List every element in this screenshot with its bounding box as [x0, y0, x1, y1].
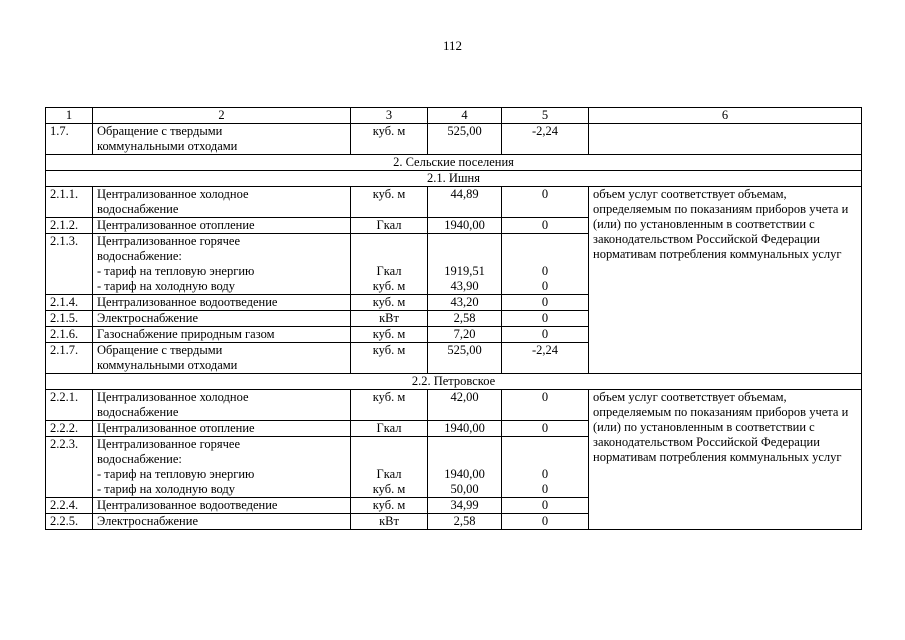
change-value-line — [506, 437, 584, 452]
unit-line — [355, 249, 423, 264]
volume-line: 43,20 — [450, 295, 479, 309]
service-name-line: водоснабжение: — [97, 452, 182, 466]
service-name — [93, 343, 351, 374]
change-value-line: 0 — [541, 279, 549, 293]
unit — [351, 124, 428, 155]
row-number: 2.2.3. — [46, 437, 93, 498]
service-name — [93, 514, 351, 530]
column-header: 4 — [428, 108, 502, 124]
unit-line: Гкал — [376, 218, 402, 232]
unit-line: куб. м — [372, 295, 406, 309]
change-value — [502, 295, 589, 311]
volume-line: 1940,00 — [444, 421, 485, 435]
service-name-line: Централизованное отопление — [97, 421, 255, 435]
service-name-line: Централизованное отопление — [97, 218, 255, 232]
change-value — [502, 343, 589, 374]
volume-line: 42,00 — [450, 390, 479, 404]
change-value-line: 0 — [541, 311, 549, 325]
row-number: 2.1.1. — [46, 187, 93, 218]
volume-line — [432, 452, 497, 467]
service-name-line: Централизованное холодное — [97, 390, 249, 404]
column-header: 5 — [502, 108, 589, 124]
change-value — [502, 514, 589, 530]
section-title: 2.2. Петровское — [46, 374, 862, 390]
unit — [351, 498, 428, 514]
column-header: 1 — [46, 108, 93, 124]
service-name — [93, 390, 351, 421]
service-name-line: Обращение с твердыми — [97, 124, 223, 138]
volume-line: 1919,51 — [444, 264, 485, 278]
volume — [428, 295, 502, 311]
row-number: 2.1.6. — [46, 327, 93, 343]
volume-line: 525,00 — [447, 343, 482, 357]
change-value-line: 0 — [541, 421, 549, 435]
unit — [351, 311, 428, 327]
service-name-line: Централизованное водоотведение — [97, 295, 278, 309]
row-number: 2.1.4. — [46, 295, 93, 311]
section-row — [46, 171, 862, 187]
unit — [351, 421, 428, 437]
page-number: 112 — [442, 38, 463, 53]
change-value — [502, 421, 589, 437]
service-name — [93, 498, 351, 514]
unit-line — [355, 452, 423, 467]
note-cell — [589, 124, 862, 155]
volume — [428, 514, 502, 530]
change-value-line — [506, 249, 584, 264]
volume-line: 34,99 — [450, 498, 479, 512]
volume — [428, 421, 502, 437]
service-name-line: Электроснабжение — [97, 311, 198, 325]
unit-line: Гкал — [376, 421, 402, 435]
change-value-line: -2,24 — [531, 343, 559, 357]
volume-line: 1940,00 — [444, 218, 485, 232]
volume — [428, 498, 502, 514]
unit — [351, 327, 428, 343]
section-row — [46, 155, 862, 171]
change-value-line — [506, 452, 584, 467]
table-row — [46, 390, 862, 421]
section-title: 2. Сельские поселения — [46, 155, 862, 171]
service-name-line: коммунальными отходами — [97, 139, 238, 153]
row-number: 2.1.7. — [46, 343, 93, 374]
unit-line: куб. м — [372, 343, 406, 357]
row-number: 2.2.5. — [46, 514, 93, 530]
volume — [428, 234, 502, 295]
service-name-line: Централизованное горячее — [97, 437, 241, 451]
volume — [428, 218, 502, 234]
service-name-line: Обращение с твердыми — [97, 343, 223, 357]
volume-line: 525,00 — [447, 124, 482, 138]
unit-line: куб. м — [372, 327, 406, 341]
change-value-line: 0 — [541, 498, 549, 512]
volume — [428, 311, 502, 327]
service-name — [93, 311, 351, 327]
volume — [428, 343, 502, 374]
service-name-line: Газоснабжение природным газом — [97, 327, 275, 341]
column-header: 2 — [93, 108, 351, 124]
volume-line: 1940,00 — [444, 467, 485, 481]
volume-line — [432, 249, 497, 264]
volume-line — [432, 437, 497, 452]
unit-line: куб. м — [372, 482, 406, 496]
volume-line: 43,90 — [450, 279, 479, 293]
column-header: 3 — [351, 108, 428, 124]
unit-line: Гкал — [376, 467, 402, 481]
unit-line: куб. м — [372, 279, 406, 293]
unit-line: кВт — [379, 311, 399, 325]
unit-line: куб. м — [372, 187, 406, 201]
change-value-line: 0 — [541, 482, 549, 496]
header-row — [46, 108, 862, 124]
volume — [428, 437, 502, 498]
unit — [351, 295, 428, 311]
service-name-line: Электроснабжение — [97, 514, 198, 528]
service-name — [93, 124, 351, 155]
row-number: 1.7. — [46, 124, 93, 155]
volume-line: 2,58 — [453, 514, 476, 528]
row-number: 2.2.2. — [46, 421, 93, 437]
change-value-line — [506, 234, 584, 249]
unit — [351, 234, 428, 295]
change-value-line: 0 — [541, 467, 549, 481]
service-name-line: водоснабжение: — [97, 249, 182, 263]
volume-line: 2,58 — [453, 311, 476, 325]
unit — [351, 390, 428, 421]
change-value-line: 0 — [541, 264, 549, 278]
row-number: 2.1.5. — [46, 311, 93, 327]
service-name — [93, 295, 351, 311]
volume — [428, 327, 502, 343]
change-value — [502, 437, 589, 498]
change-value-line: -2,24 — [531, 124, 559, 138]
service-name-line: - тариф на холодную воду — [97, 279, 236, 293]
volume-line: 7,20 — [453, 327, 476, 341]
row-number: 2.2.1. — [46, 390, 93, 421]
change-value-line: 0 — [541, 327, 549, 341]
service-name — [93, 234, 351, 295]
tariff-table — [45, 107, 862, 530]
volume-line: 44,89 — [450, 187, 479, 201]
service-name-line: - тариф на холодную воду — [97, 482, 236, 496]
unit-line — [355, 234, 423, 249]
service-name — [93, 437, 351, 498]
unit-line — [355, 437, 423, 452]
note-cell: объем услуг соответствует объемам, определяемым по показаниям приборов учета и (или) по установленным в соответствии с законодательством Российской Федерации нормативам потребления коммунальных услуг — [589, 390, 862, 530]
row-number: 2.2.4. — [46, 498, 93, 514]
change-value — [502, 124, 589, 155]
volume — [428, 124, 502, 155]
change-value — [502, 327, 589, 343]
unit-line: куб. м — [372, 390, 406, 404]
row-number: 2.1.3. — [46, 234, 93, 295]
service-name-line: Централизованное горячее — [97, 234, 241, 248]
unit — [351, 437, 428, 498]
row-number: 2.1.2. — [46, 218, 93, 234]
change-value-line: 0 — [541, 218, 549, 232]
service-name — [93, 327, 351, 343]
volume — [428, 187, 502, 218]
unit-line: куб. м — [372, 124, 406, 138]
service-name-line: Централизованное холодное — [97, 187, 249, 201]
unit-line: куб. м — [372, 498, 406, 512]
unit-line: Гкал — [376, 264, 402, 278]
section-title: 2.1. Ишня — [46, 171, 862, 187]
change-value-line: 0 — [541, 390, 549, 404]
volume-line: 50,00 — [450, 482, 479, 496]
section-row — [46, 374, 862, 390]
unit — [351, 343, 428, 374]
change-value — [502, 498, 589, 514]
service-name — [93, 218, 351, 234]
note-cell: объем услуг соответствует объемам, определяемым по показаниям приборов учета и (или) по установленным в соответствии с законодательством Российской Федерации нормативам потребления коммунальных услуг — [589, 187, 862, 374]
table-row — [46, 124, 862, 155]
volume — [428, 390, 502, 421]
service-name — [93, 421, 351, 437]
change-value-line: 0 — [541, 187, 549, 201]
change-value-line: 0 — [541, 514, 549, 528]
service-name-line: Централизованное водоотведение — [97, 498, 278, 512]
change-value — [502, 234, 589, 295]
service-name-line: водоснабжение — [97, 405, 179, 419]
table-row — [46, 187, 862, 218]
service-name-line: - тариф на тепловую энергию — [97, 467, 255, 481]
unit-line: кВт — [379, 514, 399, 528]
unit — [351, 514, 428, 530]
change-value — [502, 218, 589, 234]
service-name-line: водоснабжение — [97, 202, 179, 216]
service-name — [93, 187, 351, 218]
unit — [351, 218, 428, 234]
column-header: 6 — [589, 108, 862, 124]
service-name-line: коммунальными отходами — [97, 358, 238, 372]
change-value — [502, 187, 589, 218]
change-value-line: 0 — [541, 295, 549, 309]
change-value — [502, 390, 589, 421]
volume-line — [432, 234, 497, 249]
change-value — [502, 311, 589, 327]
service-name-line: - тариф на тепловую энергию — [97, 264, 255, 278]
unit — [351, 187, 428, 218]
